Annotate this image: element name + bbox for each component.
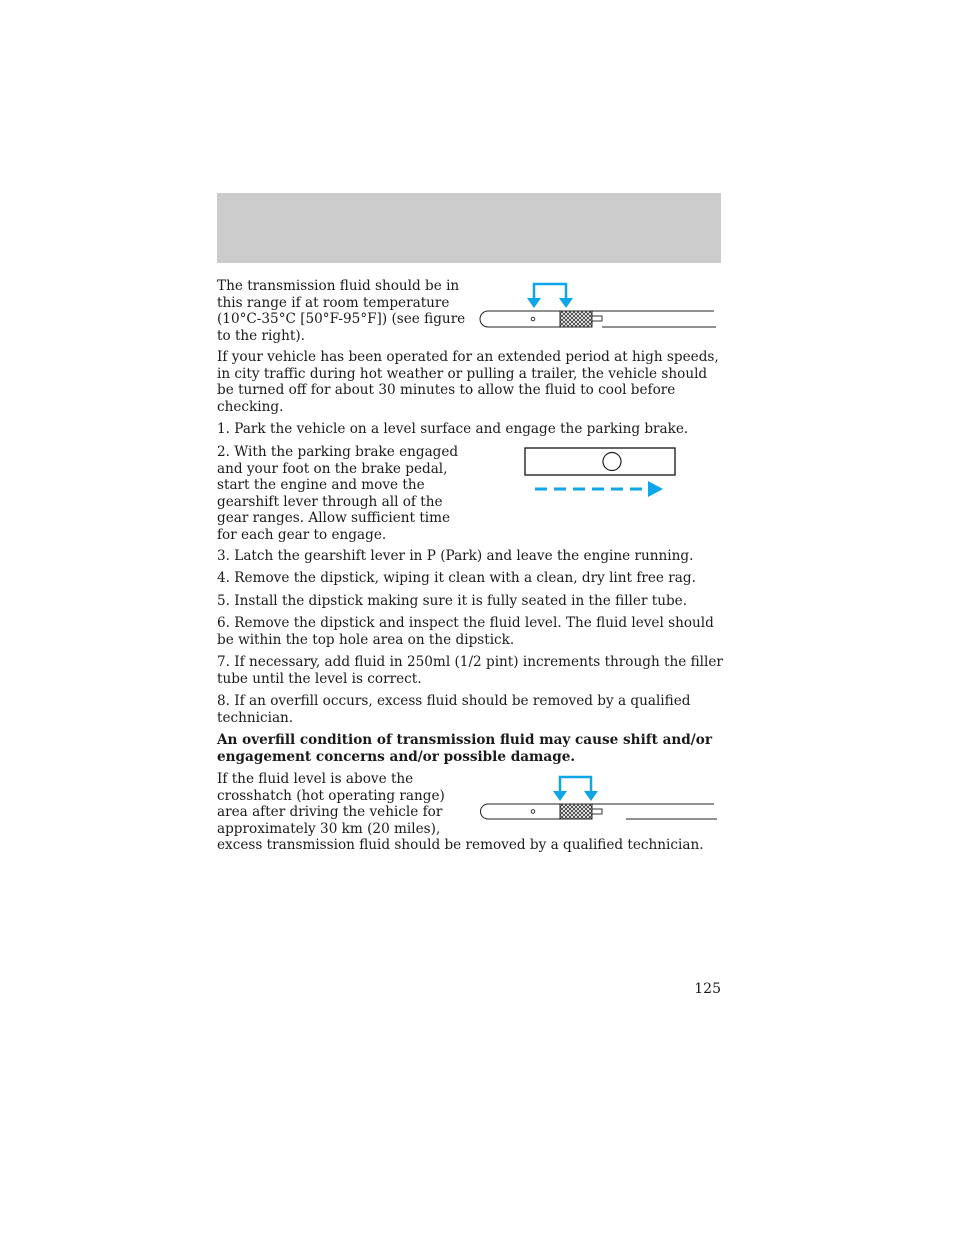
warning-text: An overfill condition of transmission fluid may cause shift and/or engagement concerns and/or possible damage.	[217, 732, 712, 765]
header-bar	[217, 193, 721, 263]
step-2: 2. With the parking brake engaged and your foot on the brake pedal, start the engine and move the gearshift lever through all of the gear ranges. Allow sufficient time for each gear to engage.	[217, 444, 459, 543]
step-6: 6. Remove the dipstick and inspect the fluid level. The fluid level should be within the top hole area on the dipstick.	[217, 615, 714, 648]
step-8: 8. If an overfill occurs, excess fluid should be removed by a qualified technician.	[217, 693, 691, 726]
step-5: 5. Install the dipstick making sure it is fully seated in the filler tube.	[217, 593, 688, 609]
dipstick-cold-figure-icon	[478, 280, 720, 330]
step-7: 7. If necessary, add fluid in 250ml (1/2 pint) increments through the filler tube until the level is correct.	[217, 654, 723, 687]
step-4: 4. Remove the dipstick, wiping it clean with a clean, dry lint free rag.	[217, 570, 696, 586]
step-3: 3. Latch the gearshift lever in P (Park) and leave the engine running.	[217, 548, 694, 564]
step-1: 1. Park the vehicle on a level surface and engage the parking brake.	[217, 421, 689, 437]
overfill-text-content: If the fluid level is above the crosshatch (hot operating range) area after driving the vehicle for approximately 30 km (20 miles), excess transmission fluid should be removed by a qualified technician.	[217, 771, 704, 853]
page-number: 125	[694, 981, 721, 997]
hot-operation-text: If your vehicle has been operated for an extended period at high speeds, in city traffic during hot weather or pulling a trailer, the vehicle should be turned off for about 30 minutes to allow the fluid to cool before checking.	[217, 349, 719, 415]
gear-shift-figure-icon	[520, 444, 680, 504]
dipstick-hot-figure-icon	[478, 773, 720, 823]
intro-text: The transmission fluid should be in this range if at room temperature (10°C-35°C [50°F-95°F]) (see figure to the right).	[217, 278, 466, 344]
